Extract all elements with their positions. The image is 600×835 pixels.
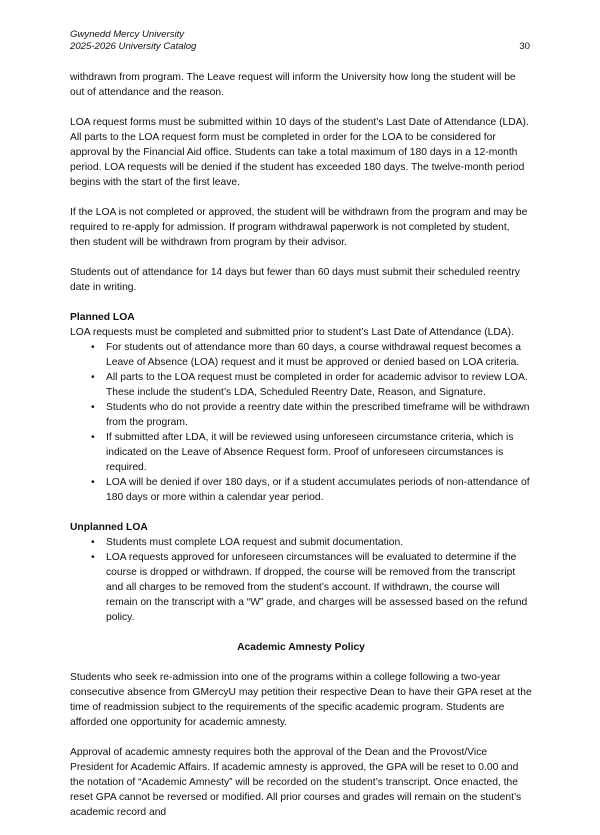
page-body xyxy=(70,70,532,835)
list-item: • For students out of attendance more than 60 days, a course withdrawal request becomes a Leave of Absence (LOA) request and it must be approved or denied based on LOA criteria. xyxy=(106,340,532,370)
planned-loa-intro: LOA requests must be completed and submitted prior to student’s Last Date of Attendance (LDA). xyxy=(70,327,514,338)
list-item: • All parts to the LOA request must be completed in order for academic advisor to review LOA. These include the student’s LDA, Scheduled Reentry Date, Reason, and Signature. xyxy=(106,370,532,400)
list-item: • LOA requests approved for unforeseen circumstances will be evaluated to determine if the course is dropped or withdrawn. If dropped, the course will be removed from the transcript and all charges to be removed from the student’s account. If withdrawn, the course will remain on the transcript with a “W” grade, and charges will be assessed based on the refund policy. xyxy=(106,550,532,625)
unplanned-loa-heading: Unplanned LOA xyxy=(70,522,148,533)
list-item: • Students who do not provide a reentry date within the prescribed timeframe will be withdrawn from the program. xyxy=(106,400,532,430)
planned-loa-heading: Planned LOA xyxy=(70,312,135,323)
academic-amnesty-heading: Academic Amnesty Policy xyxy=(237,642,365,653)
page-number: 30 xyxy=(519,40,530,52)
paragraph: Students out of attendance for 14 days but fewer than 60 days must submit their scheduled reentry date in writing. xyxy=(70,267,520,293)
paragraph: LOA request forms must be submitted within 10 days of the student’s Last Date of Attendance (LDA). All parts to the LOA request form must be completed in order for the LOA to be considered for approval by the Financial Aid office. Students can take a total maximum of 180 days in a 12-month period. LOA requests will be denied if the student has exceeded 180 days. The twelve-month period begins with the start of the first leave. xyxy=(70,117,529,188)
list-item: • Students must complete LOA request and submit documentation. xyxy=(106,535,532,550)
paragraph: If the LOA is not completed or approved, the student will be withdrawn from the program and may be required to re-apply for admission. If program withdrawal paperwork is not completed by student, then student will be withdrawn from program by their advisor. xyxy=(70,207,528,248)
catalog-title: 2025-2026 University Catalog xyxy=(70,40,197,52)
paragraph: Approval of academic amnesty requires both the approval of the Dean and the Provost/Vice President for Academic Affairs. If academic amnesty is approved, the GPA will be reset to 0.00 and the notation of “Academic Amnesty” will be recorded on the student’s transcript. Once enacted, the reset GPA cannot be reversed or modified. All prior courses and grades will remain on the student’s academic record and xyxy=(70,747,522,818)
paragraph: withdrawn from program. The Leave request will inform the University how long the student will be out of attendance and the reason. xyxy=(70,72,516,98)
university-name: Gwynedd Mercy University xyxy=(70,29,185,40)
list-item: • LOA will be denied if over 180 days, or if a student accumulates periods of non-attendance of 180 days or more within a calendar year period. xyxy=(106,475,532,505)
unplanned-loa-list xyxy=(70,535,532,625)
planned-loa-list xyxy=(70,340,532,505)
paragraph: Students who seek re-admission into one of the programs within a college following a two-year consecutive absence from GMercyU may petition their respective Dean to have their GPA reset at the time of readmission subject to the requirements of the specific academic program. Students are afforded one opportunity for academic amnesty. xyxy=(70,672,532,728)
page-header xyxy=(70,29,530,52)
list-item: • If submitted after LDA, it will be reviewed using unforeseen circumstance criteria, which is indicated on the Leave of Absence Request form. Proof of unforeseen circumstances is required. xyxy=(106,430,532,475)
